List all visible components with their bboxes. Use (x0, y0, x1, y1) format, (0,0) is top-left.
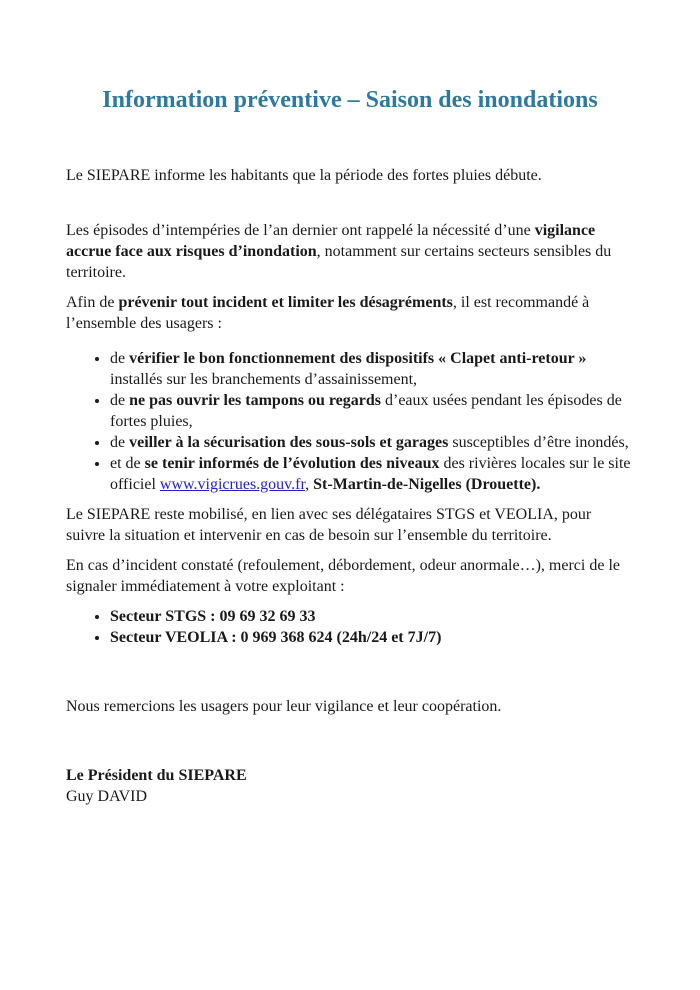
bold-text-run: se tenir informés de l’évolution des niveaux (144, 455, 440, 472)
signature-title (66, 765, 634, 786)
bold-text-run: vigilance accrue face aux risques d’inondation (66, 222, 596, 260)
bold-text-run: ne pas ouvrir les tampons ou regards (129, 392, 381, 409)
list-item (110, 606, 634, 627)
closing-paragraph (66, 696, 634, 717)
bold-text-run: Secteur STGS : 09 69 32 69 33 (110, 608, 316, 625)
list-item (110, 390, 634, 432)
signature-name (66, 786, 634, 807)
text-run: , il est recommandé à l’ensemble des usagers : (66, 294, 590, 332)
document-title: Information préventive – Saison des inondations (102, 87, 598, 113)
bold-text-run: vérifier le bon fonctionnement des dispositifs « Clapet anti-retour » (129, 350, 587, 367)
contacts-list (66, 606, 634, 648)
text-run: installés sur les branchements d’assainissement, (110, 371, 418, 388)
context-paragraph (66, 220, 634, 283)
document-body (66, 165, 634, 807)
text-run: Le SIEPARE informe les habitants que la période des fortes pluies débute. (66, 167, 542, 184)
text-run: de (110, 434, 130, 451)
bold-text-run: St-Martin-de-Nigelles (Drouette). (313, 476, 541, 493)
bold-text-run: prévenir tout incident et limiter les désagréments (118, 294, 453, 311)
bold-text-run: Le Président du SIEPARE (66, 767, 247, 784)
text-run: En cas d’incident constaté (refoulement, débordement, odeur anormale…), merci de le signaler immédiatement à votre exploitant : (66, 557, 620, 595)
mobilisation-paragraph (66, 504, 634, 546)
text-run: et de (110, 455, 145, 472)
text-run: Nous remercions les usagers pour leur vigilance et leur coopération. (66, 698, 502, 715)
text-run: , (305, 476, 314, 493)
bold-text-run: Secteur VEOLIA : 0 969 368 624 (24h/24 et 7J/7) (110, 629, 442, 646)
incident-paragraph (66, 555, 634, 597)
list-item (110, 432, 634, 453)
text-run: Guy DAVID (66, 788, 148, 805)
text-run: de (110, 350, 130, 367)
bold-text-run: veiller à la sécurisation des sous-sols et garages (129, 434, 449, 451)
text-run: Le SIEPARE reste mobilisé, en lien avec ses délégataires STGS et VEOLIA, pour suivre la situation et intervenir en cas de besoin sur l’ensemble du territoire. (66, 506, 592, 544)
text-run: susceptibles d’être inondés, (448, 434, 629, 451)
text-run: de (110, 392, 130, 409)
list-item (110, 627, 634, 648)
text-run: Les épisodes d’intempéries de l’an dernier ont rappelé la nécessité d’une (66, 222, 535, 239)
list-item (110, 348, 634, 390)
intro-paragraph (66, 165, 634, 186)
text-run: , notamment sur certains secteurs sensibles du territoire. (66, 243, 612, 281)
list-item (110, 453, 634, 495)
vigicrues-link[interactable]: www.vigicrues.gouv.fr (159, 476, 306, 493)
recommendation-intro-paragraph (66, 292, 634, 334)
text-run: des rivières locales sur le site officiel (110, 455, 631, 493)
recommendations-list (66, 348, 634, 495)
text-run: Afin de (66, 294, 119, 311)
text-run: d’eaux usées pendant les épisodes de fortes pluies, (110, 392, 622, 430)
